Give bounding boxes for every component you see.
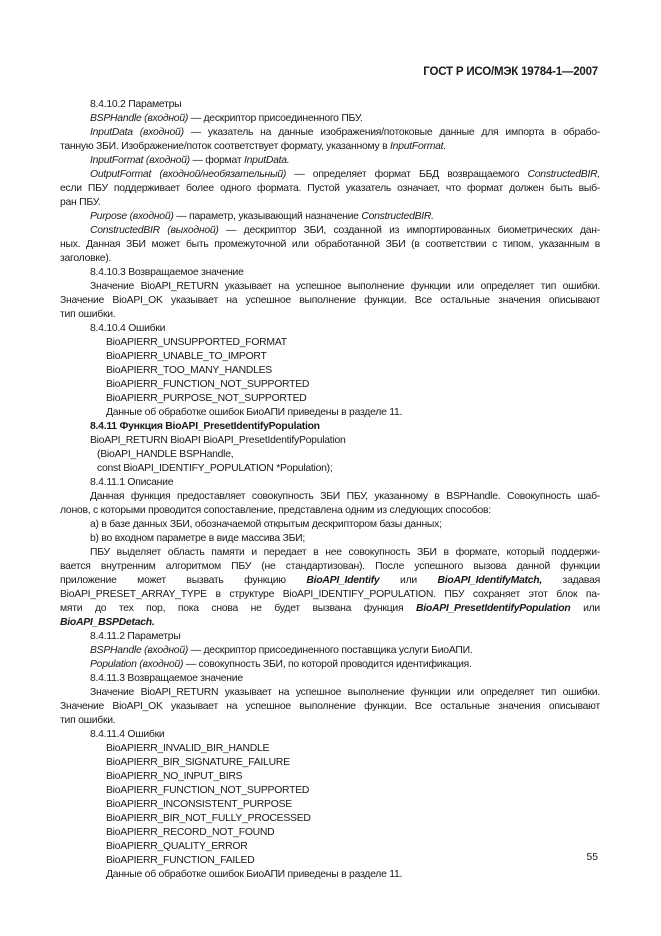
param-term: Population (входной) [90,659,184,670]
section-heading: 8.4.10.2 Параметры [90,99,182,110]
section-heading: 8.4.10.4 Ошибки [90,323,166,334]
code-line: (BioAPI_HANDLE BSPHandle, [97,449,234,460]
error-note: Данные об обработке ошибок БиоАПИ приведены в разделе 11. [106,407,403,418]
body-line [60,574,600,587]
section-heading: 8.4.11.4 Ошибки [90,729,165,740]
body-text: или [570,603,600,614]
error-code: BioAPIERR_UNSUPPORTED_FORMAT [106,337,287,348]
error-code: BioAPIERR_INCONSISTENT_PURPOSE [106,799,292,810]
param-text: — параметр, указывающий назначение [173,211,362,222]
function-ref: BioAPI_BSPDetach. [60,617,155,628]
body-text: или [379,575,438,586]
body-line: тип ошибки. [60,715,116,726]
param-line [90,126,600,139]
error-code: BioAPIERR_BIR_NOT_FULLY_PROCESSED [106,813,311,824]
error-code: BioAPIERR_FUNCTION_NOT_SUPPORTED [106,785,310,796]
param-line: ных. Данная ЗБИ может быть промежуточной или обработанной ЗБИ (в соответствии с типом, указанным в [60,239,600,250]
code-line: BioAPI_RETURN BioAPI BioAPI_PresetIdentifyPopulation [90,435,346,446]
function-ref: BioAPI_PresetIdentifyPopulation [415,603,571,614]
function-ref: BioAPI_IdentifyMatch, [437,575,542,586]
section-heading: 8.4.11.2 Параметры [90,631,181,642]
param-line: если ПБУ поддерживает более одного формата. Пустой указатель означает, что формат должен быть выб- [60,183,600,194]
code-line: const BioAPI_IDENTIFY_POPULATION *Population); [97,463,333,474]
error-code: BioAPIERR_FUNCTION_NOT_SUPPORTED [106,379,310,390]
body-line: ПБУ выделяет область памяти и передает в нее совокупность ЗБИ в формате, который поддержи- [90,547,600,558]
param-line [90,644,630,657]
param-text: — дескриптор присоединенного поставщика услуги БиоАПИ. [188,645,473,656]
param-line [90,154,630,167]
param-line [90,168,600,181]
body-line [60,602,600,615]
param-line [90,112,630,125]
param-text: — дескриптор присоединенного ПБУ. [188,113,363,124]
param-text: — указатель на данные изображения/потоковые данные для импорта в обрабо- [183,127,600,138]
param-line [90,224,600,237]
body-line: BioAPI_PRESET_ARRAY_TYPE в структуре BioAPI_IDENTIFY_POPULATION. ПБУ сохраняет этот блок па- [60,589,600,600]
param-text: — дескриптор ЗБИ, созданной из импортированных биометрических дан- [218,225,600,236]
standard-header: ГОСТ Р ИСО/МЭК 19784-1—2007 [423,66,598,78]
param-term: BSPHandle (входной) [90,113,189,124]
param-line: заголовке). [60,253,112,264]
param-line: ран ПБУ. [60,197,101,208]
section-heading: 8.4.11.3 Возвращаемое значение [90,673,243,684]
error-code: BioAPIERR_FUNCTION_FAILED [106,855,255,866]
param-line [90,210,630,223]
list-item: b) во входном параметре в виде массива ЗБИ; [90,533,306,544]
body-line: вается внутренним алгоритмом ПБУ (не стандартизован). После успешного вызова данной функции [60,561,600,572]
param-ref: ConstructedBIR. [361,211,434,222]
param-term: InputFormat (входной) [90,155,190,166]
param-text: — совокупность ЗБИ, по которой проводится идентификация. [183,659,472,670]
body-line: Значение BioAPI_RETURN указывает на успешное выполнение функции или определяет тип ошибки. [90,281,600,292]
body-text: приложение может вызвать функцию [60,575,307,586]
body-line: Значение BioAPI_OK указывает на успешное выполнение функции. Все остальные значения описывают [60,701,600,712]
param-term: OutputFormat (входной/необязательный) [90,169,287,180]
param-term: Purpose (входной) [90,211,174,222]
body-text: мяти до тех пор, пока снова не будет вызвана функция [60,603,416,614]
body-line: тип ошибки. [60,309,116,320]
error-note: Данные об обработке ошибок БиоАПИ приведены в разделе 11. [106,869,403,880]
list-item: a) в базе данных ЗБИ, обозначаемой открытым дескриптором базы данных; [90,519,442,530]
error-code: BioAPIERR_RECORD_NOT_FOUND [106,827,275,838]
body-line: Данная функция предоставляет совокупность ЗБИ ПБУ, указанному в BSPHandle. Совокупность шаб- [90,491,600,502]
param-term: ConstructedBIR (выходной) [90,225,219,236]
body-text: задавая [541,575,600,586]
param-ref: InputData. [244,155,290,166]
body-line: лонов, с которыми проводится сопоставление, представлена одним из следующих способов: [60,505,491,516]
error-code: BioAPIERR_NO_INPUT_BIRS [106,771,243,782]
section-heading: 8.4.10.3 Возвращаемое значение [90,267,244,278]
body-line: Значение BioAPI_RETURN указывает на успешное выполнение функции или определяет тип ошибки. [90,687,600,698]
error-code: BioAPIERR_BIR_SIGNATURE_FAILURE [106,757,290,768]
body-line: Значение BioAPI_OK указывает на успешное выполнение функции. Все остальные значения описывают [60,295,600,306]
param-term: InputData (входной) [90,127,184,138]
error-code: BioAPIERR_UNABLE_TO_IMPORT [106,351,267,362]
param-ref: ConstructedBIR, [527,169,600,180]
function-heading: 8.4.11 Функция BioAPI_PresetIdentifyPopulation [90,421,320,432]
param-ref: InputFormat. [390,141,446,152]
param-line [90,658,630,671]
error-code: BioAPIERR_QUALITY_ERROR [106,841,248,852]
function-ref: BioAPI_Identify [306,575,380,586]
param-text: — формат [189,155,244,166]
section-heading: 8.4.11.1 Описание [90,477,174,488]
param-term: BSPHandle (входной) [90,645,189,656]
error-code: BioAPIERR_INVALID_BIR_HANDLE [106,743,270,754]
error-code: BioAPIERR_TOO_MANY_HANDLES [106,365,272,376]
param-text: — определяет формат ББД возвращаемого [286,169,528,180]
param-line [60,140,600,153]
page-number: 55 [586,852,598,863]
error-code: BioAPIERR_PURPOSE_NOT_SUPPORTED [106,393,307,404]
param-text: танную ЗБИ. Изображение/поток соответствует формату, указанному в [60,141,391,152]
